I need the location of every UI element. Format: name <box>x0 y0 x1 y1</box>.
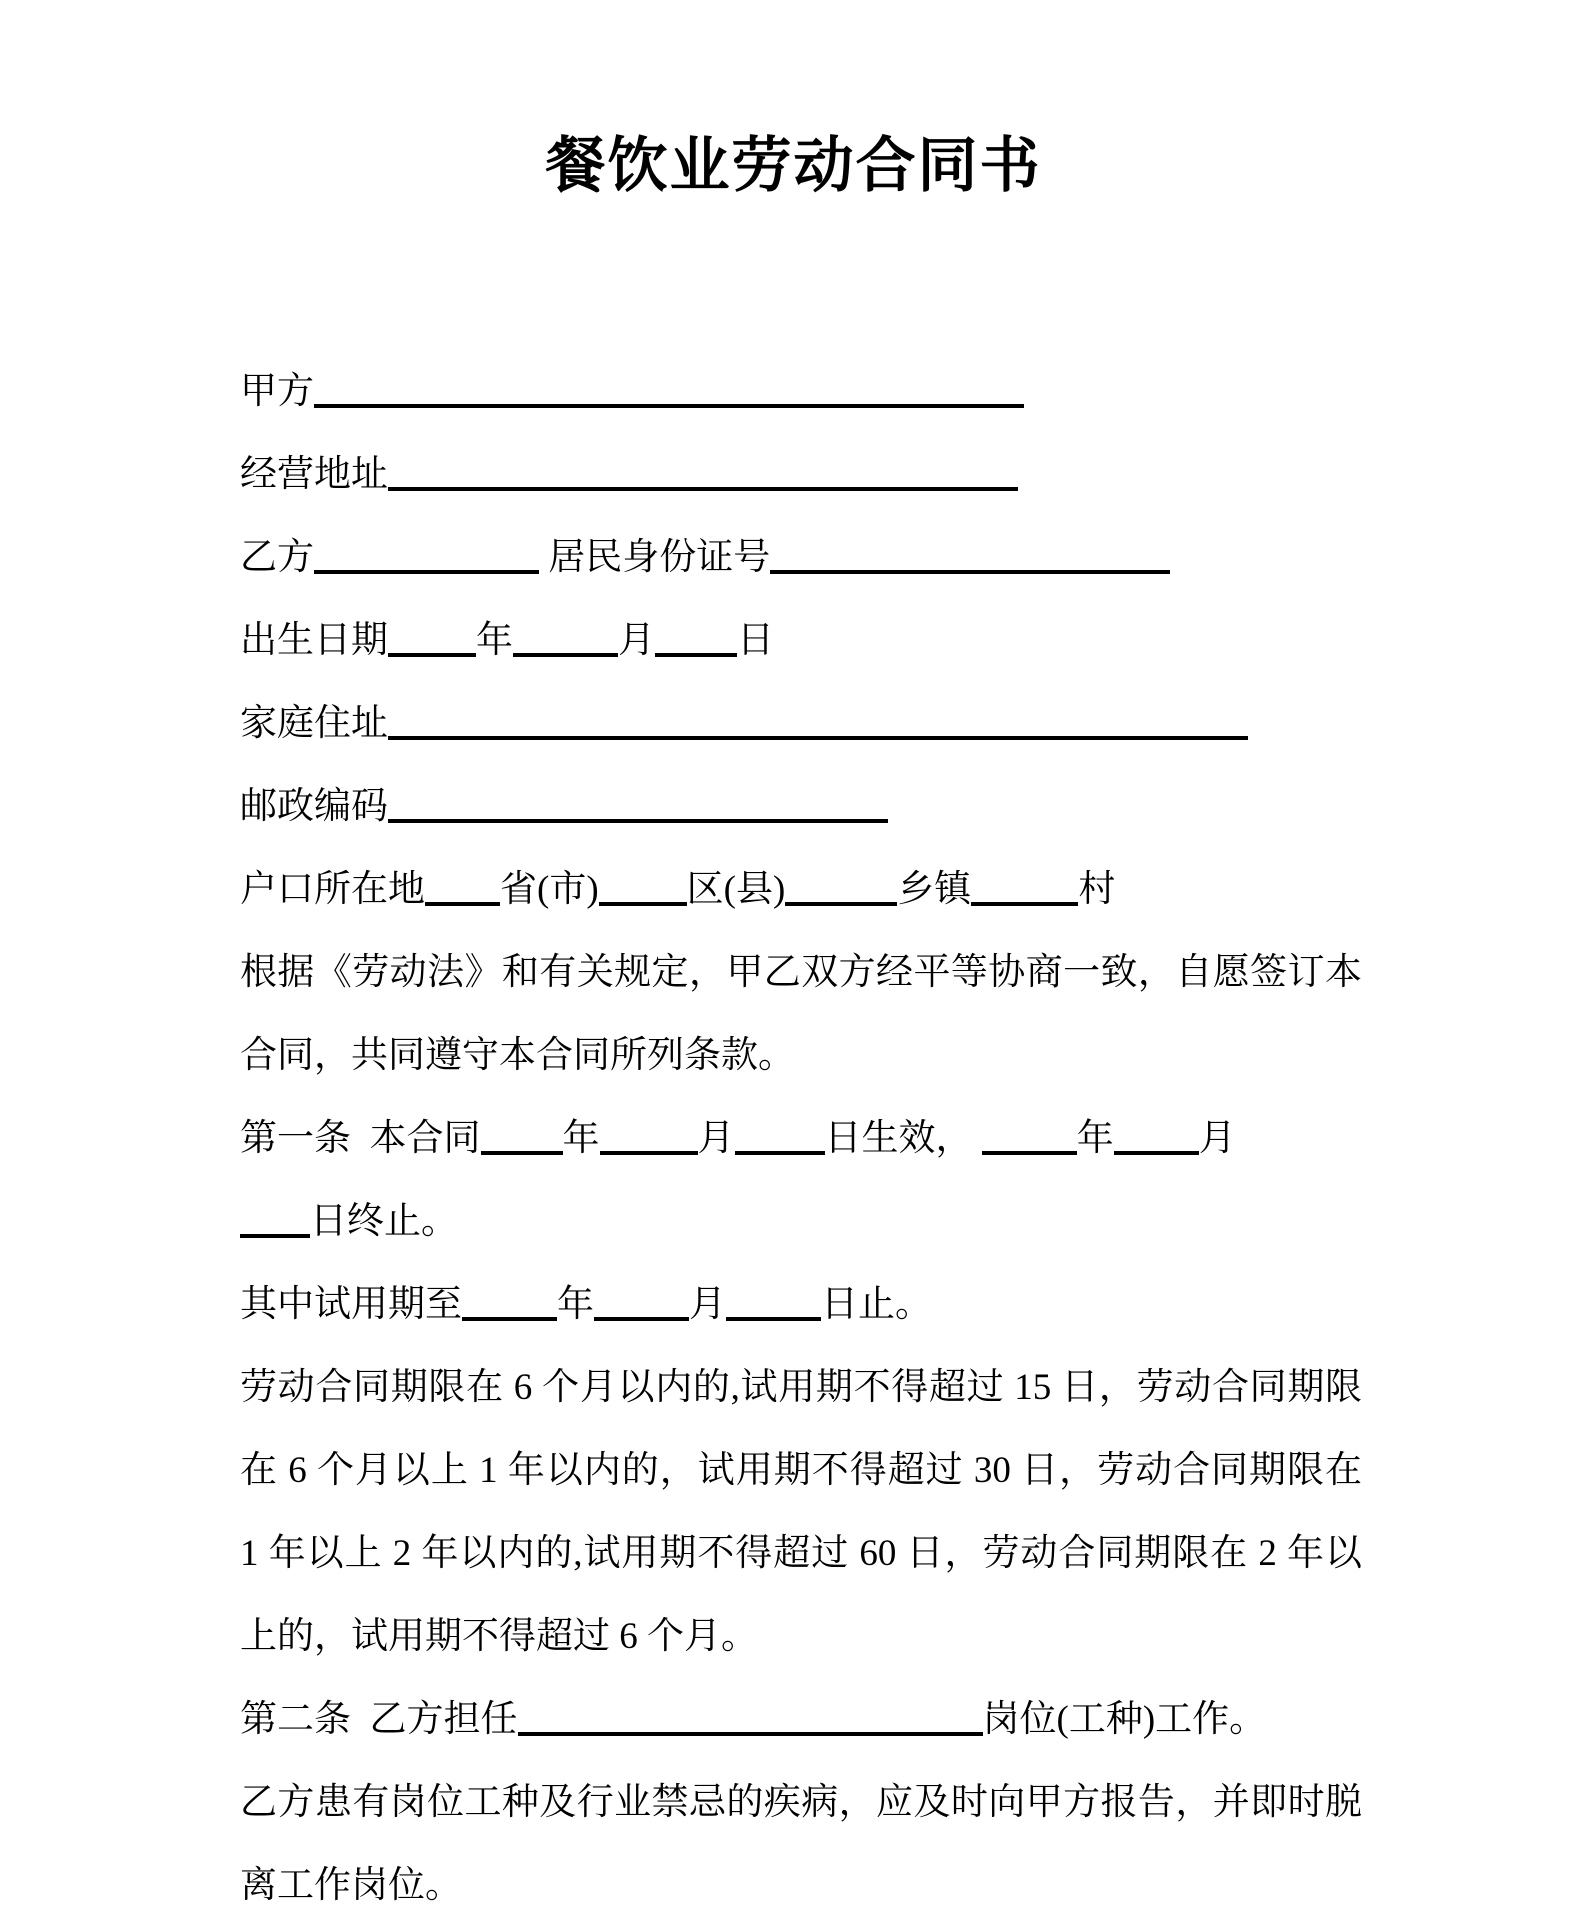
text-run: 月 <box>689 1284 726 1325</box>
intro-line-1 <box>240 931 1362 1014</box>
household-registration-line <box>240 848 1362 931</box>
text-run: 年 <box>557 1284 594 1325</box>
disease-clause-line-2 <box>240 1844 1362 1918</box>
probation-rule-line-3 <box>240 1512 1362 1595</box>
text-run: 乙方 <box>240 537 314 578</box>
text-run: 日终止。 <box>310 1201 458 1242</box>
article-1-line-2 <box>240 1180 1362 1263</box>
text-run: 月 <box>618 620 655 661</box>
probation-rule-line-2 <box>240 1429 1362 1512</box>
text-run: 月 <box>1198 1118 1236 1159</box>
text-run: 在 6 个月以上 1 年以内的，试用期不得超过 30 日，劳动合同期限在 <box>240 1450 1362 1491</box>
text-run: 年 <box>1076 1118 1114 1159</box>
text-run: 月 <box>697 1118 735 1159</box>
fill-in-blank-underline <box>513 623 618 657</box>
fill-in-blank-underline <box>1114 1121 1199 1155</box>
fill-in-blank-underline <box>971 872 1078 906</box>
probation-rule-line-1 <box>240 1346 1362 1429</box>
text-run: 离工作岗位。 <box>240 1865 462 1906</box>
text-run: 省(市) <box>500 869 599 910</box>
text-run: 1 年以上 2 年以内的,试用期不得超过 60 日，劳动合同期限在 2 年以 <box>240 1533 1362 1574</box>
text-run: 区(县) <box>686 869 786 910</box>
text-run: 出生日期 <box>240 620 388 661</box>
birth-date-line <box>240 599 1362 682</box>
fill-in-blank-underline <box>785 872 897 906</box>
text-run: 其中试用期至 <box>240 1284 462 1325</box>
text-run: 根据《劳动法》和有关规定，甲乙双方经平等协商一致，自愿签订本 <box>240 952 1362 993</box>
text-run: 家庭住址 <box>240 703 388 744</box>
fill-in-blank-underline <box>726 1287 821 1321</box>
text-run: 邮政编码 <box>240 786 388 827</box>
document-title: 餐饮业劳动合同书 <box>545 133 1042 199</box>
intro-line-2 <box>240 1014 1362 1097</box>
text-run: 第二条 乙方担任 <box>240 1699 518 1740</box>
text-run: 年 <box>476 620 513 661</box>
text-run: 乡镇 <box>897 869 972 910</box>
fill-in-blank-underline <box>240 1204 310 1238</box>
text-run: 上的，试用期不得超过 6 个月。 <box>240 1616 758 1657</box>
text-run: 日止。 <box>821 1284 932 1325</box>
text-run: 村 <box>1078 869 1116 910</box>
text-run: 年 <box>562 1118 600 1159</box>
party-a-line <box>240 350 1362 433</box>
article-2-line <box>240 1678 1362 1761</box>
fill-in-blank-underline <box>388 706 1248 740</box>
probation-period-line <box>240 1263 1362 1346</box>
text-run: 合同，共同遵守本合同所列条款。 <box>240 1035 795 1076</box>
fill-in-blank-underline <box>735 1121 825 1155</box>
text-run: 劳动合同期限在 6 个月以内的,试用期不得超过 15 日，劳动合同期限 <box>240 1367 1362 1408</box>
fill-in-blank-underline <box>481 1121 563 1155</box>
party-b-id-line <box>240 516 1362 599</box>
postal-code-line <box>240 765 1362 848</box>
home-address-line <box>240 682 1362 765</box>
fill-in-blank-underline <box>462 1287 557 1321</box>
fill-in-blank-underline <box>518 1702 983 1736</box>
disease-clause-line-1 <box>240 1761 1362 1844</box>
text-run: 第一条 本合同 <box>240 1118 481 1159</box>
fill-in-blank-underline <box>388 457 1018 491</box>
fill-in-blank-underline <box>599 872 687 906</box>
probation-rule-line-4 <box>240 1595 1362 1678</box>
text-run: 乙方患有岗位工种及行业禁忌的疾病，应及时向甲方报告，并即时脱 <box>240 1782 1362 1823</box>
text-run: 甲方 <box>240 371 314 412</box>
text-run: 日生效， <box>824 1118 982 1159</box>
fill-in-blank-underline <box>388 623 476 657</box>
document-body <box>240 350 1362 1918</box>
fill-in-blank-underline <box>314 540 539 574</box>
fill-in-blank-underline <box>388 789 888 823</box>
text-run: 户口所在地 <box>240 869 425 910</box>
text-run: 经营地址 <box>240 454 388 495</box>
fill-in-blank-underline <box>314 374 1024 408</box>
text-run: 岗位(工种)工作。 <box>982 1699 1267 1740</box>
article-1-line-1 <box>240 1097 1362 1180</box>
fill-in-blank-underline <box>982 1121 1077 1155</box>
text-run: 居民身份证号 <box>539 537 771 578</box>
business-address-line <box>240 433 1362 516</box>
fill-in-blank-underline <box>425 872 500 906</box>
text-run: 日 <box>737 620 774 661</box>
fill-in-blank-underline <box>655 623 737 657</box>
fill-in-blank-underline <box>600 1121 698 1155</box>
fill-in-blank-underline <box>594 1287 689 1321</box>
fill-in-blank-underline <box>770 540 1170 574</box>
